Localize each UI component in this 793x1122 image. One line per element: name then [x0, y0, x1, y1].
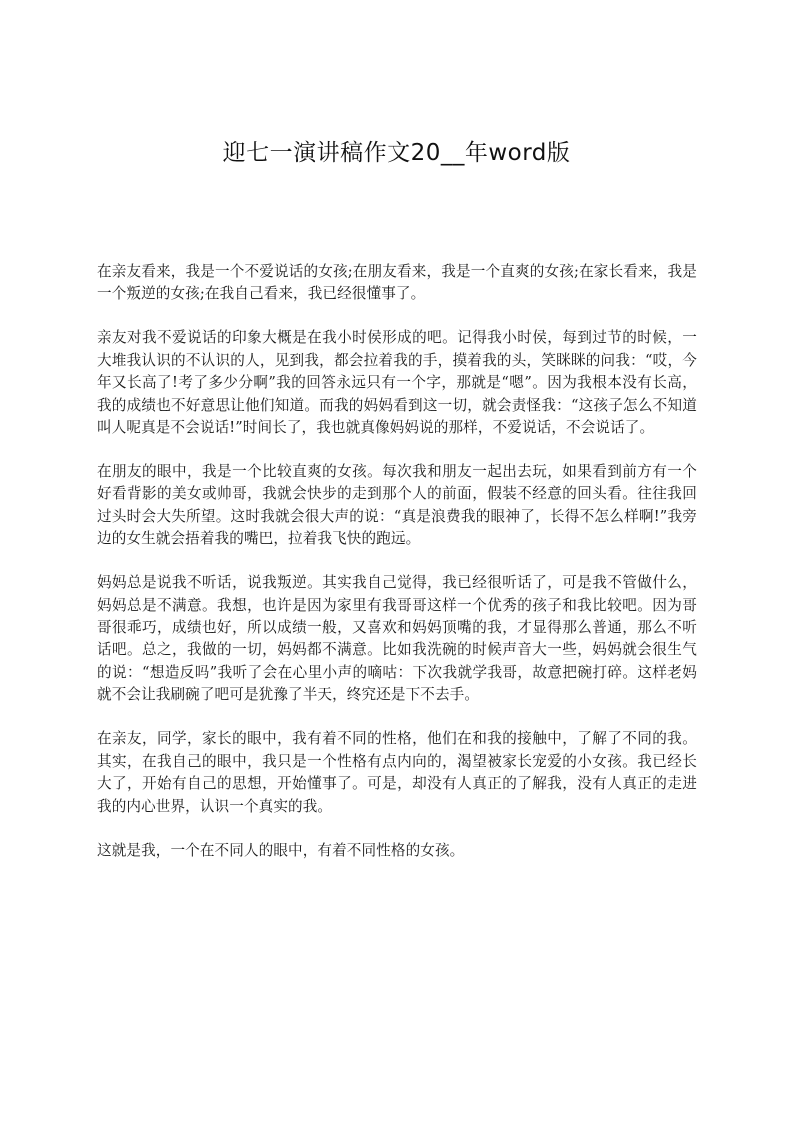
paragraph-6: 这就是我，一个在不同人的眼中，有着不同性格的女孩。 [97, 841, 465, 859]
document-body [97, 261, 697, 884]
paragraph-2: 亲友对我不爱说话的印象大概是在我小时侯形成的吧。记得我小时侯，每到过节的时候，一大堆我认识的不认识的人，见到我，都会拉着我的手，摸着我的头，笑眯眯的问我：“哎，今年又长高了!考了多少分啊”我的回答永远只有一个字，那就是“嗯”。因为我根本没有长高，我的成绩也不好意思让他们知道。而我的妈妈看到这一切，就会责怪我：“这孩子怎么不知道叫人呢真是不会说话!”时间长了，我也就真像妈妈说的那样，不爱说话，不会说话了。 [97, 329, 697, 437]
paragraph-1: 在亲友看来，我是一个不爱说话的女孩;在朋友看来，我是一个直爽的女孩;在家长看来，我是一个叛逆的女孩;在我自己看来，我已经很懂事了。 [97, 263, 697, 303]
paragraph-3: 在朋友的眼中，我是一个比较直爽的女孩。每次我和朋友一起出去玩，如果看到前方有一个好看背影的美女或帅哥，我就会快步的走到那个人的前面，假装不经意的回头看。往往我回过头时会大失所望。这时我就会很大声的说：“真是浪费我的眼神了，长得不怎么样啊!”我旁边的女生就会捂着我的嘴巴，拉着我飞快的跑远。 [97, 463, 697, 548]
paragraph-5: 在亲友，同学，家长的眼中，我有着不同的性格，他们在和我的接触中，了解了不同的我。其实，在我自己的眼中，我只是一个性格有点内向的，渴望被家长宠爱的小女孩。我已经长大了，开始有自己的思想，开始懂事了。可是，却没有人真正的了解我，没有人真正的走进我的内心世界，认识一个真实的我。 [97, 730, 697, 815]
paragraph-4: 妈妈总是说我不听话，说我叛逆。其实我自己觉得，我已经很听话了，可是我不管做什么，妈妈总是不满意。我想，也许是因为家里有我哥哥这样一个优秀的孩子和我比较吧。因为哥哥很乖巧，成绩也好，所以成绩一般，又喜欢和妈妈顶嘴的我，才显得那么普通，那么不听话吧。总之，我做的一切，妈妈都不满意。比如我洗碗的时候声音大一些，妈妈就会很生气的说：“想造反吗”我听了会在心里小声的嘀咕：下次我就学我哥，故意把碗打碎。这样老妈就不会让我刷碗了吧可是犹豫了半天，终究还是下不去手。 [97, 574, 697, 704]
document-title: 迎七一演讲稿作文20__年word版 [222, 140, 571, 166]
